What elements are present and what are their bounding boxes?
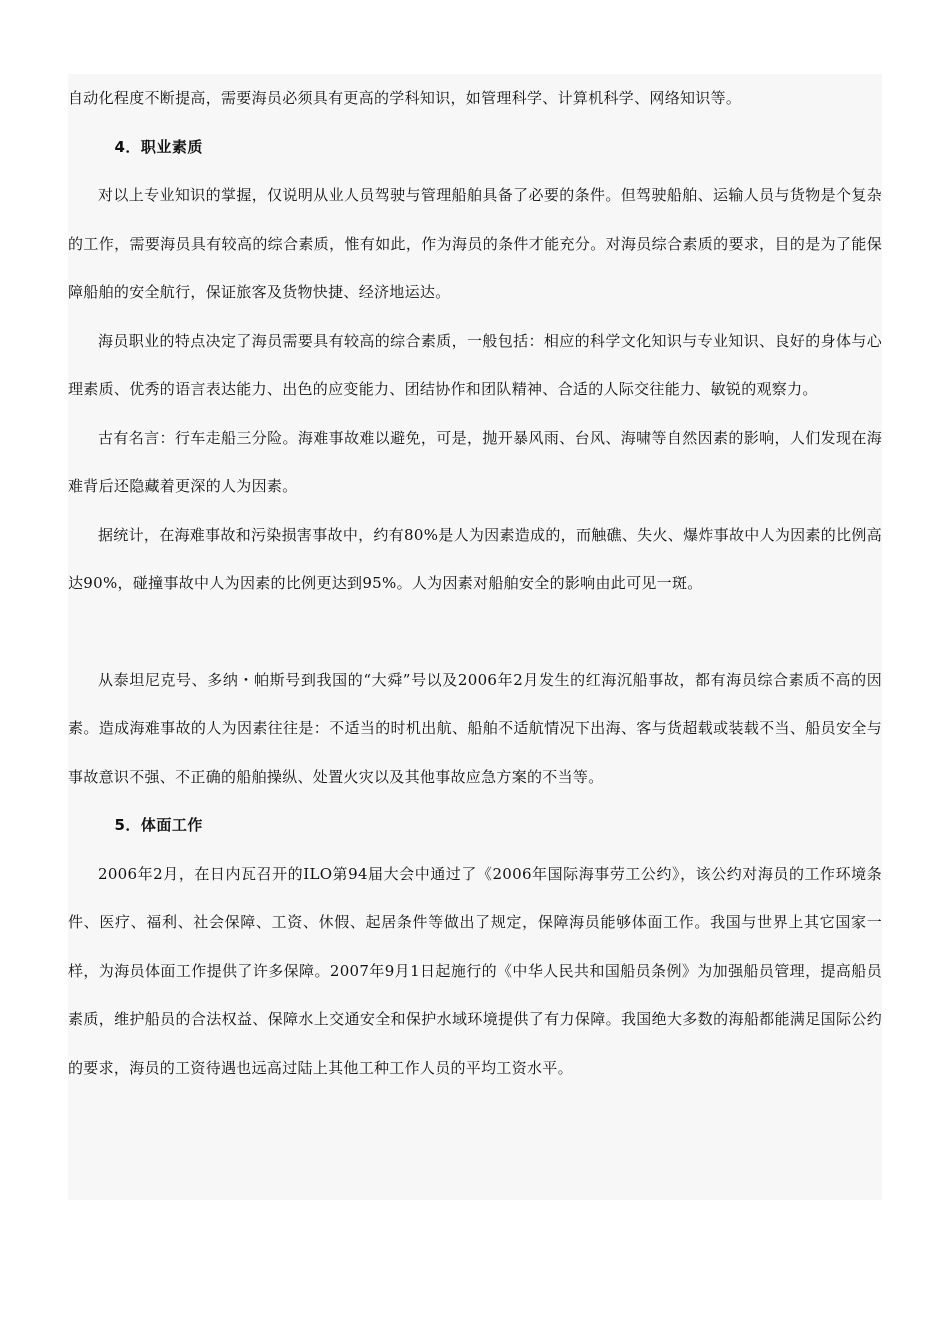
paragraph-continuation: 自动化程度不断提高，需要海员必须具有更高的学科知识，如管理科学、计算机科学、网络知识等。 bbox=[68, 89, 742, 107]
paragraph-decent-work: 2006年2月，在日内瓦召开的ILO第94届大会中通过了《2006年国际海事劳工公约》，该公约对海员的工作环境条件、医疗、福利、社会保障、工资、休假、起居条件等做出了规定，保障海员能够体面工作。我国与世界上其它国家一样，为海员体面工作提供了许多保障。2007年9月1日起施行的《中华人民共和国船员条例》为加强船员管理，提高船员素质，维护船员的合法权益、保障水上交通安全和保护水域环境提供了有力保障。我国绝大多数的海船都能满足国际公约的要求，海员的工资待遇也远高过陆上其他工种工作人员的平均工资水平。 bbox=[68, 864, 882, 1077]
paragraph-shipwreck-examples: 从泰坦尼克号、多纳・帕斯号到我国的“大舜”号以及2006年2月发生的红海沉船事故，都有海员综合素质不高的因素。造成海难事故的人为因素往往是：不适当的时机出航、船舶不适航情况下出海、客与货超载或装载不当、船员安全与事故意识不强、不正确的船舶操纵、处置火灾以及其他事故应急方案的不当等。 bbox=[68, 670, 882, 786]
section-heading-4: 4．职业素质 bbox=[114, 137, 203, 156]
paragraph-comprehensive-quality: 海员职业的特点决定了海员需要具有较高的综合素质，一般包括：相应的科学文化知识与专业知识、良好的身体与心理素质、优秀的语言表达能力、出色的应变能力、团结协作和团队精神、合适的人际交往能力、敏锐的观察力。 bbox=[68, 331, 882, 398]
blank-line bbox=[68, 608, 882, 656]
document-body bbox=[68, 74, 882, 1092]
section-heading-5: 5．体面工作 bbox=[114, 816, 203, 834]
paragraph-professional-knowledge: 对以上专业知识的掌握，仅说明从业人员驾驶与管理船舶具备了必要的条件。但驾驶船舶、运输人员与货物是个复杂的工作，需要海员具有较高的综合素质，惟有如此，作为海员的条件才能充分。对海员综合素质的要求，目的是为了能保障船舶的安全航行，保证旅客及货物快捷、经济地运达。 bbox=[68, 186, 882, 301]
paragraph-statistics: 据统计，在海难事故和污染损害事故中，约有80%是人为因素造成的，而触礁、失火、爆炸事故中人为因素的比例高达90%，碰撞事故中人为因素的比例更达到95%。人为因素对船舶安全的影响由此可见一斑。 bbox=[68, 525, 882, 592]
paragraph-ancient-saying: 古有名言：行车走船三分险。海难事故难以避免，可是，抛开暴风雨、台风、海啸等自然因素的影响，人们发现在海难背后还隐藏着更深的人为因素。 bbox=[68, 428, 882, 495]
